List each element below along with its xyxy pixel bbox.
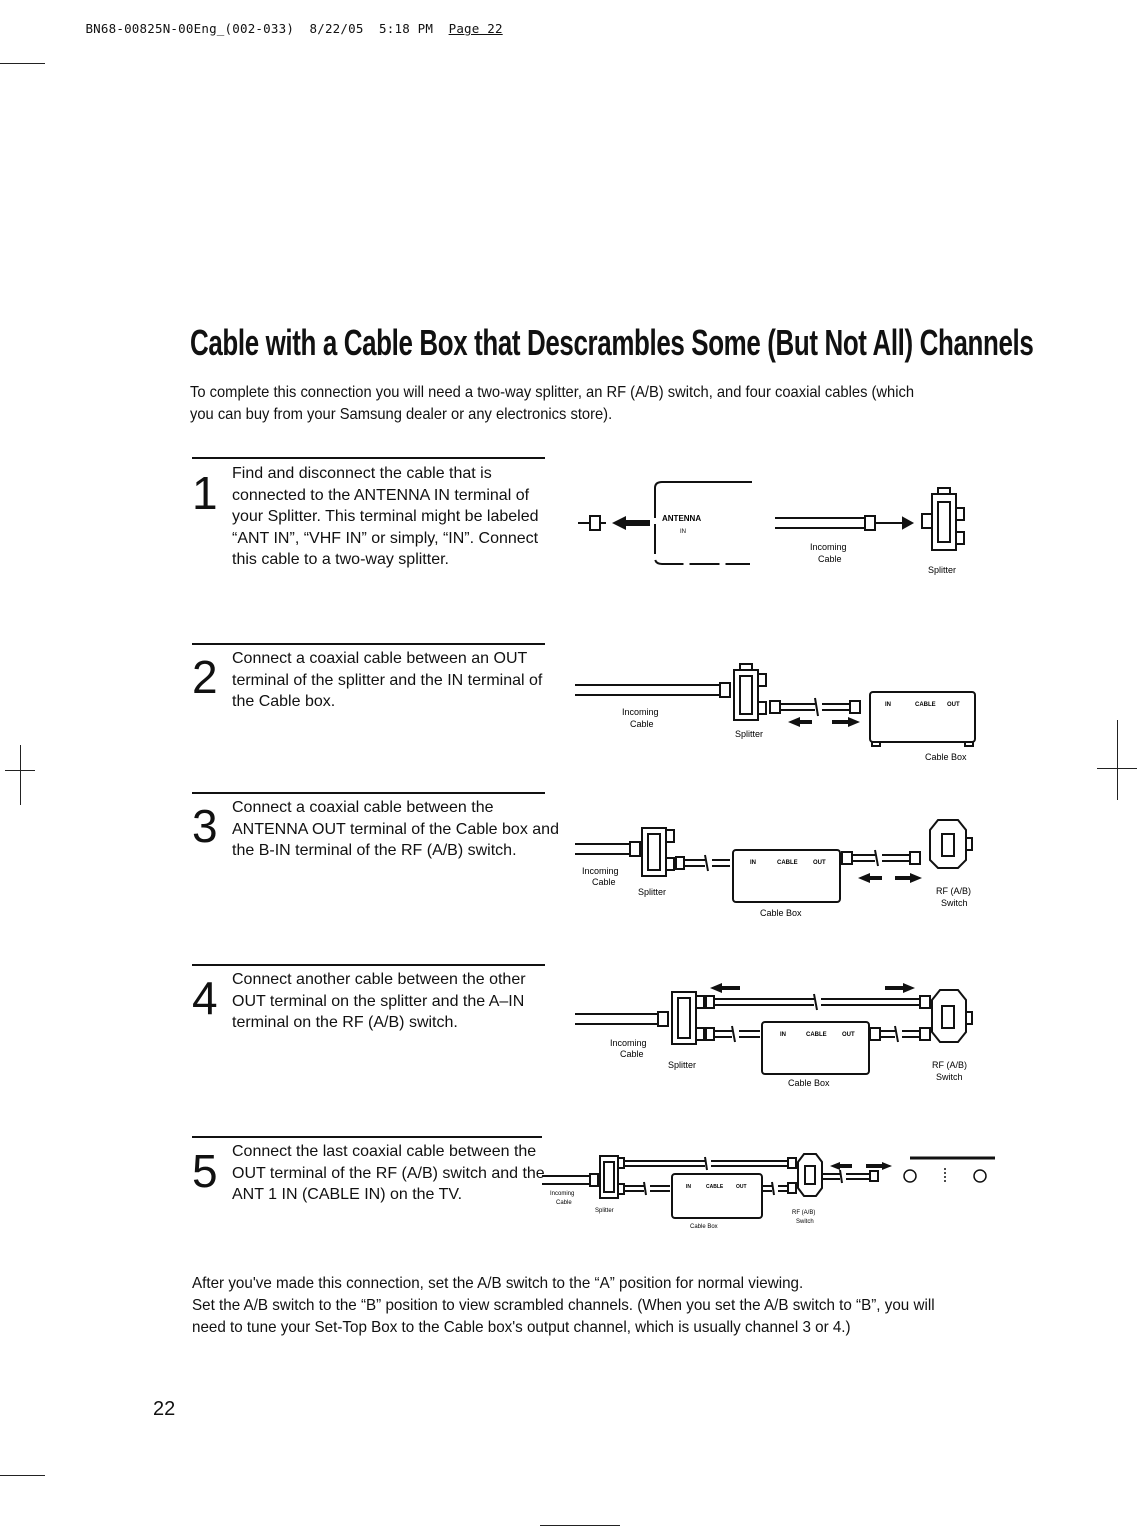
arrow-icon	[832, 717, 860, 727]
coax-cable	[624, 1182, 670, 1195]
step-number: 5	[192, 1145, 218, 1197]
splitter-label: Splitter	[638, 887, 667, 897]
registration-mark	[1117, 720, 1118, 800]
step-text: Connect another cable between the other OUT terminal on the splitter and the A–IN terminal on the RF (A/B) switch.	[232, 971, 526, 1031]
cable-box-label: Cable Box	[788, 1078, 830, 1088]
cable-box-device	[762, 1022, 869, 1074]
incoming-label: Incoming	[550, 1191, 575, 1197]
cable-label: Cable	[630, 719, 654, 729]
registration-mark	[5, 770, 35, 771]
coax-cable	[706, 1026, 760, 1042]
antenna-panel	[655, 482, 752, 564]
crop-mark	[0, 63, 45, 64]
incoming-label: Incoming	[810, 542, 847, 552]
intro-paragraph: To complete this connection you will need a two-way splitter, an RF (A/B) switch, and four coaxial cables (which you can buy from your Samsung dealer or any electronics store).	[190, 384, 915, 423]
diagram-step-3	[570, 810, 990, 930]
step-number: 2	[192, 651, 218, 703]
coax-cable	[762, 1182, 796, 1195]
rf-ab-label: RF (A/B)	[936, 886, 971, 896]
after-line: Set the A/B switch to the “B” position to view scrambled channels. (When you set the A/B switch to “B”, you will need to tune your Set-Top Box to the Cable box's output channel, which is usually channel 3 or 4.)	[192, 1297, 935, 1336]
splitter-label: Splitter	[595, 1208, 614, 1214]
splitter-label: Splitter	[668, 1060, 697, 1070]
arrow-icon	[885, 518, 912, 528]
rf-ab-label: RF (A/B)	[792, 1210, 816, 1216]
splitter-device	[922, 488, 964, 550]
after-paragraph	[192, 1273, 952, 1339]
coax-cable	[842, 850, 920, 866]
in-label: IN	[885, 702, 891, 708]
registration-mark	[1097, 768, 1137, 769]
step-number: 3	[192, 800, 218, 852]
out-label: OUT	[842, 1032, 855, 1038]
step-text: Connect the last coaxial cable between the OUT terminal of the RF (A/B) switch and the ANT 1 IN (CABLE IN) on the TV.	[232, 1143, 545, 1203]
coax-cable	[676, 855, 730, 871]
out-label: OUT	[813, 860, 826, 866]
switch-label: Switch	[796, 1219, 814, 1225]
step-text: Connect a coaxial cable between the ANTENNA OUT terminal of the Cable box and the B-IN terminal of the RF (A/B) switch.	[232, 799, 559, 859]
step-text: Connect a coaxial cable between an OUT terminal of the splitter and the IN terminal of the Cable box.	[232, 650, 543, 710]
cable-label: Cable	[556, 1200, 572, 1206]
step-number: 1	[192, 467, 218, 519]
cable-label: Cable	[818, 554, 842, 564]
splitter-label: Splitter	[735, 729, 764, 739]
crop-mark	[0, 1475, 45, 1476]
step-divider	[192, 643, 545, 645]
diagram-step-5	[540, 1148, 995, 1238]
cable-box-label: Cable Box	[690, 1224, 718, 1230]
in-label: IN	[686, 1184, 691, 1190]
cable-word-label: CABLE	[806, 1032, 827, 1038]
tv-terminal	[904, 1168, 986, 1184]
registration-mark	[540, 1525, 620, 1526]
switch-label: Switch	[936, 1072, 963, 1082]
arrow-icon	[866, 1162, 892, 1170]
splitter-device	[672, 992, 704, 1044]
step-divider	[192, 457, 545, 459]
rf-switch-device	[798, 1154, 822, 1196]
cable-label: Cable	[592, 877, 616, 887]
diagram-step-1	[570, 478, 970, 588]
in-label: IN	[750, 860, 756, 866]
cable-word-label: CABLE	[706, 1184, 724, 1190]
step-number: 4	[192, 972, 218, 1024]
arrow-icon	[895, 873, 922, 883]
switch-label: Switch	[941, 898, 968, 908]
diagram-step-4	[570, 980, 990, 1095]
antenna-label: ANTENNA	[662, 514, 702, 523]
coax-cable-top	[706, 994, 930, 1010]
step-divider	[192, 964, 545, 966]
cable-box-label: Cable Box	[760, 908, 802, 918]
step-text: Find and disconnect the cable that is connected to the ANTENNA IN terminal of your Splitter. This terminal might be labeled “ANT IN”, “VHF IN” or simply, “IN”. Connect this cable to a two-way splitter.	[232, 465, 539, 568]
splitter-label: Splitter	[928, 565, 957, 575]
incoming-cable	[775, 516, 885, 530]
cable-box-device	[733, 850, 840, 902]
print-date: 8/22/05	[309, 21, 364, 36]
coax-cable	[870, 1026, 930, 1042]
splitter-device	[600, 1156, 624, 1198]
print-time: 5:18 PM	[379, 21, 434, 36]
coax-connector	[578, 516, 606, 530]
antenna-in-label: IN	[680, 529, 686, 535]
splitter-device	[734, 664, 766, 720]
arrow-icon	[710, 983, 740, 993]
out-label: OUT	[947, 702, 960, 708]
step-divider	[192, 1136, 542, 1138]
arrow-icon	[830, 1162, 852, 1170]
arrow-icon	[885, 983, 915, 993]
incoming-label: Incoming	[622, 707, 659, 717]
registration-mark	[20, 745, 21, 805]
incoming-label: Incoming	[610, 1038, 647, 1048]
arrow-icon	[612, 516, 650, 530]
coax-cable	[822, 1170, 878, 1183]
cable-word-label: CABLE	[915, 702, 936, 708]
rf-ab-label: RF (A/B)	[932, 1060, 967, 1070]
out-label: OUT	[736, 1184, 747, 1190]
step-divider	[192, 792, 545, 794]
incoming-cable	[575, 1012, 668, 1026]
incoming-cable	[542, 1174, 598, 1186]
in-label: IN	[780, 1032, 786, 1038]
print-header	[70, 6, 503, 36]
arrow-icon	[858, 873, 882, 883]
page-title: Cable with a Cable Box that Descrambles Some (But Not All) Channels	[190, 322, 1034, 363]
cable-box-device	[672, 1174, 762, 1218]
incoming-label: Incoming	[582, 866, 619, 876]
rf-switch-device	[932, 990, 972, 1042]
cable-box-label: Cable Box	[925, 752, 967, 762]
print-page-label: Page 22	[448, 21, 503, 36]
page-number: 22	[153, 1398, 176, 1420]
after-line: After you've made this connection, set the A/B switch to the “A” position for normal viewing.	[192, 1275, 804, 1292]
incoming-cable	[575, 683, 730, 697]
arrow-icon	[788, 717, 812, 727]
cable-box-device	[870, 692, 975, 746]
print-file: BN68-00825N-00Eng_(002-033)	[85, 21, 295, 36]
incoming-cable	[575, 842, 640, 856]
cable-word-label: CABLE	[777, 860, 798, 866]
rf-switch-device	[930, 820, 972, 868]
coax-cable	[770, 698, 860, 716]
splitter-device	[642, 828, 674, 876]
cable-label: Cable	[620, 1049, 644, 1059]
coax-cable-top	[624, 1157, 796, 1170]
diagram-step-2	[570, 660, 980, 770]
